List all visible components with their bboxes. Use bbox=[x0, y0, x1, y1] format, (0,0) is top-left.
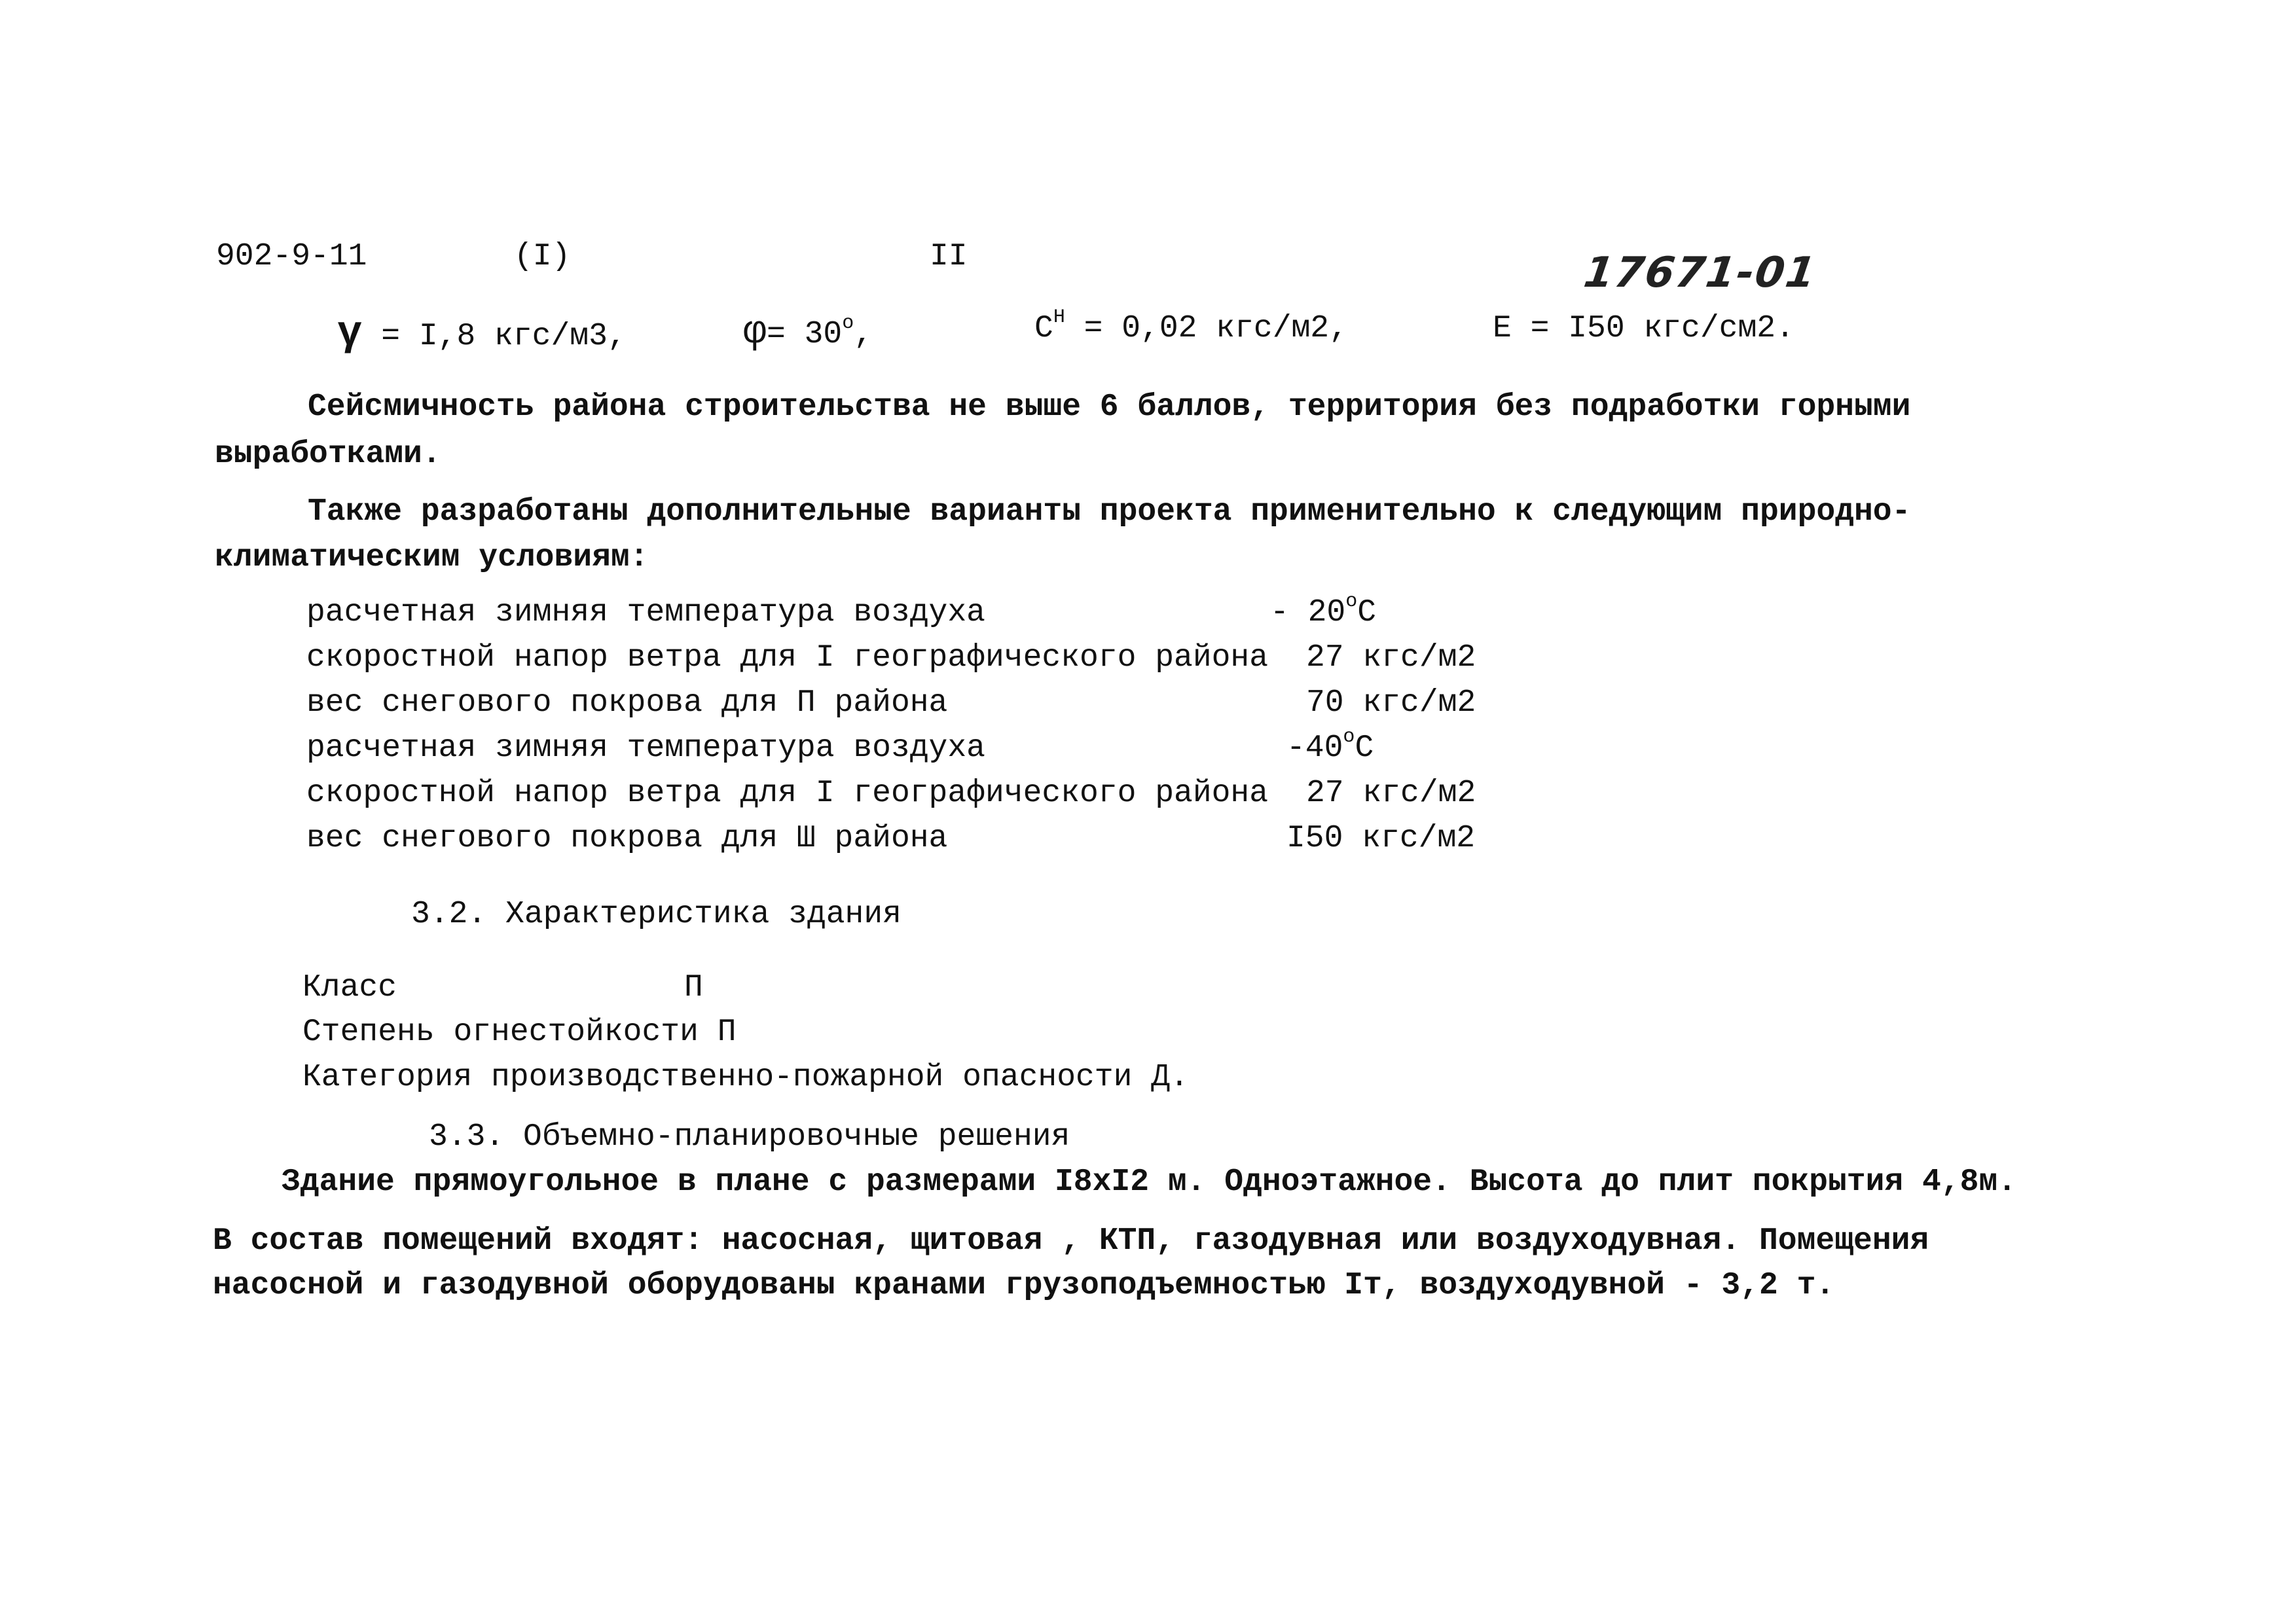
handwritten-number: 17671-01 bbox=[1580, 249, 1820, 297]
climate-row-label: расчетная зимняя температура воздуха bbox=[306, 595, 985, 630]
e-param: E = I50 кгс/см2. bbox=[1493, 311, 1795, 346]
section-33-heading: 3.3. Объемно-планировочные решения bbox=[429, 1119, 1070, 1155]
climate-row-value: 27 кгс/м2 bbox=[1306, 640, 1476, 676]
document-code: 902-9-11 bbox=[216, 239, 367, 274]
climate-row-value: - 20$^o$C bbox=[1270, 590, 1377, 630]
params-line bbox=[337, 310, 627, 357]
section-33-line-3: насосной и газодувной оборудованы кранами грузоподъемностью Iт, воздуходувной - 3,2 т. bbox=[213, 1268, 1835, 1303]
phi-tail: , bbox=[854, 317, 873, 352]
class-label: Класс bbox=[302, 970, 397, 1005]
fire-resistance: Степень огнестойкости П bbox=[302, 1015, 737, 1050]
climate-row-label: скоростной напор ветра для I географического района bbox=[306, 640, 1269, 676]
seismic-line-2: выработками. bbox=[215, 437, 441, 472]
climate-row-value: 27 кгс/м2 bbox=[1306, 776, 1476, 811]
section-33-line-2: В состав помещений входят: насосная, щитовая , КТП, газодувная или воздуходувная. Помещения bbox=[213, 1223, 1929, 1259]
phi-degree: o bbox=[842, 312, 854, 334]
variants-line-2: климатическим условиям: bbox=[215, 540, 649, 575]
fire-category: Категория производственно-пожарной опасности Д. bbox=[302, 1060, 1189, 1095]
section-32-heading: 3.2. Характеристика здания bbox=[411, 897, 902, 932]
climate-row-label: расчетная зимняя температура воздуха bbox=[306, 731, 985, 766]
gamma-value: = I,8 кгс/м3, bbox=[381, 319, 627, 354]
climate-row-value: -40$^o$C bbox=[1286, 726, 1374, 766]
c-param bbox=[1034, 306, 1348, 346]
climate-row-value: 70 кгс/м2 bbox=[1306, 685, 1476, 721]
climate-row-label: скоростной напор ветра для I географического района bbox=[306, 776, 1269, 811]
climate-row-label: вес снегового покрова для Ш района bbox=[306, 821, 948, 856]
phi-param bbox=[743, 310, 873, 355]
phi-value: = 30 bbox=[767, 317, 843, 352]
section-33-line-1: Здание прямоугольное в плане с размерами I8xI2 м. Одноэтажное. Высота до плит покрытия 4,8м. bbox=[282, 1164, 2017, 1200]
c-sup: H bbox=[1053, 306, 1065, 329]
gamma-symbol: γ bbox=[337, 310, 363, 357]
page-marker-roman-2: II bbox=[930, 239, 968, 274]
phi-symbol: φ bbox=[743, 310, 767, 355]
page-marker-roman-1: (I) bbox=[514, 239, 571, 274]
climate-row-value: I50 кгс/м2 bbox=[1286, 821, 1476, 856]
seismic-line-1: Сейсмичность района строительства не выше 6 баллов, территория без подработки горными bbox=[308, 389, 1911, 425]
climate-row-label: вес снегового покрова для П района bbox=[306, 685, 948, 721]
c-value: = 0,02 кгс/м2, bbox=[1084, 311, 1348, 346]
class-value: П bbox=[684, 970, 703, 1005]
c-label: C bbox=[1034, 311, 1053, 346]
variants-line-1: Также разработаны дополнительные варианты проекта применительно к следующим природно- bbox=[308, 494, 1911, 530]
